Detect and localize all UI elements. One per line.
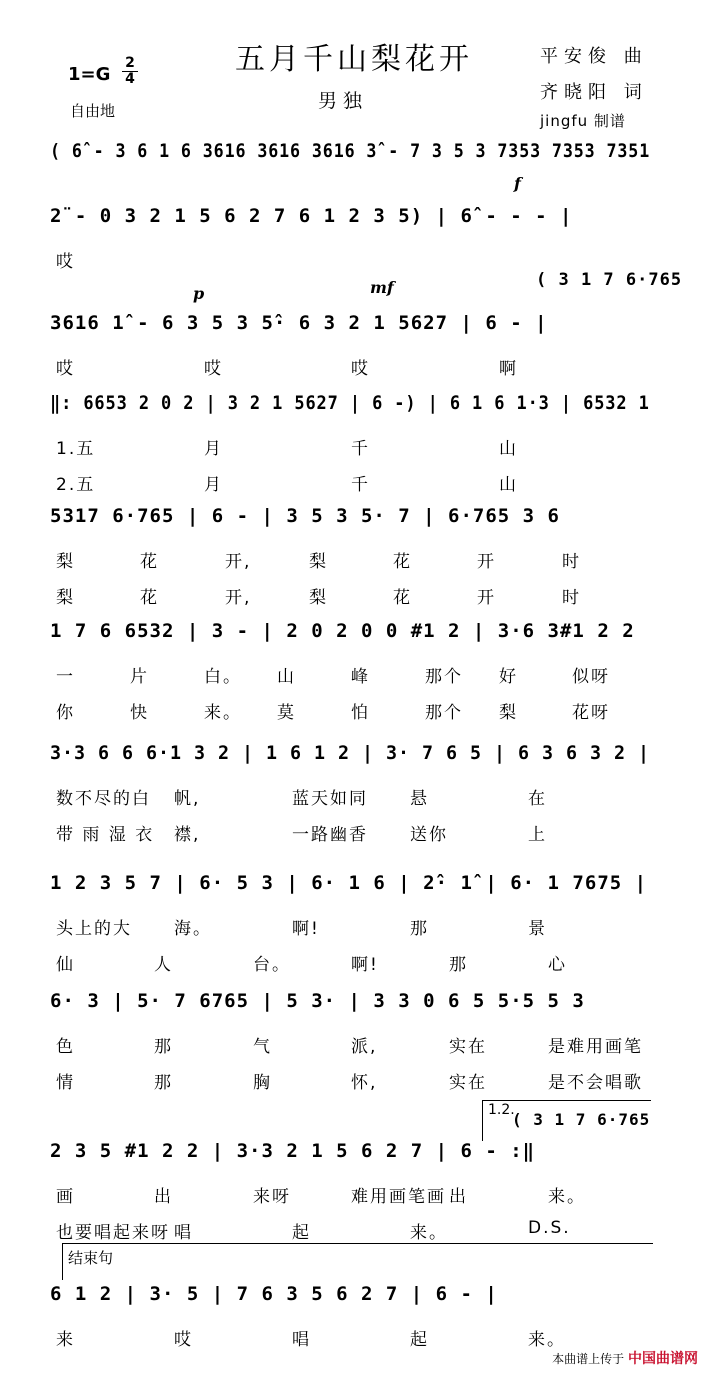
lyric-syllable: 人 bbox=[154, 955, 173, 975]
lyric-syllable: 梨 bbox=[56, 552, 75, 572]
lyric-syllable: 片 bbox=[130, 667, 149, 687]
lyric-syllable: 是不会唱歌 bbox=[548, 1073, 643, 1093]
performer-type: 男独 bbox=[318, 90, 369, 112]
lyric-syllable: 山 bbox=[499, 475, 518, 495]
lyric-syllable: 哎 bbox=[56, 359, 75, 379]
lyric-syllable: 莫 bbox=[277, 703, 296, 723]
lyric-syllable: 梨 bbox=[499, 703, 518, 723]
lyric-syllable: 2.五 bbox=[56, 475, 96, 495]
coda-bracket bbox=[62, 1243, 653, 1280]
lyric-syllable: 画 bbox=[56, 1187, 75, 1207]
lyric-syllable: 白。 bbox=[204, 667, 242, 687]
volta-label: 1.2. bbox=[488, 1102, 515, 1118]
lyric-syllable: 那 bbox=[410, 919, 429, 939]
lyric-syllable: 开 bbox=[477, 552, 496, 572]
lyric-syllable: 月 bbox=[204, 475, 223, 495]
notes-text: 1 7 6 6532 | 3 - | 2 0 2 0 0 #1 2 | 3·6 3#1 2 2 bbox=[50, 620, 635, 642]
lyric-syllable: 花 bbox=[393, 552, 412, 572]
meter-bottom: 4 bbox=[122, 71, 138, 87]
lyric-syllable: 来 bbox=[56, 1330, 75, 1350]
lyric-syllable: 难用画笔画 bbox=[351, 1187, 446, 1207]
lyric-syllable: 好 bbox=[499, 667, 518, 687]
lyric-syllable: 山 bbox=[499, 439, 518, 459]
lyric-syllable: 色 bbox=[56, 1037, 75, 1057]
staff-line bbox=[50, 742, 650, 772]
lyric-syllable: 1.五 bbox=[56, 439, 96, 459]
lyric-syllable: 在 bbox=[528, 789, 547, 809]
coda-label: 结束句 bbox=[68, 1249, 114, 1267]
lyric-syllable: 时 bbox=[562, 588, 581, 608]
lyric-syllable: 胸 bbox=[253, 1073, 272, 1093]
time-signature bbox=[122, 56, 138, 87]
dynamic-marking: p bbox=[193, 284, 205, 303]
lyric-syllable: 山 bbox=[277, 667, 296, 687]
staff-line bbox=[50, 140, 650, 170]
notes-text: 1 2 3 5 7 | 6· 5 3 | 6· 1 6 | 2̂· 1̂ | 6· 1 7675 | bbox=[50, 872, 648, 894]
lyric-syllable: 来呀 bbox=[253, 1187, 291, 1207]
lyric-syllable: 台。 bbox=[253, 955, 291, 975]
lyric-syllable: 月 bbox=[204, 439, 223, 459]
lyric-syllable: 怀, bbox=[351, 1073, 378, 1093]
key-signature: 1=G bbox=[68, 64, 111, 85]
tempo-marking: 自由地 bbox=[70, 102, 116, 120]
staff-line bbox=[50, 505, 650, 535]
staff-line bbox=[50, 392, 650, 422]
lyric-syllable: 出 bbox=[449, 1187, 468, 1207]
lyric-syllable: 峰 bbox=[351, 667, 370, 687]
song-title: 五月千山梨花开 bbox=[235, 42, 473, 77]
lyric-syllable: 来。 bbox=[548, 1187, 586, 1207]
meter-top: 2 bbox=[125, 55, 135, 71]
lyric-syllable: 帆, bbox=[174, 789, 201, 809]
dynamic-marking: mf bbox=[370, 278, 394, 297]
lyric-syllable: 数不尽的白 bbox=[56, 789, 151, 809]
volta-intro-notes: ( 3 1 7 6·765 bbox=[512, 1110, 651, 1129]
lyric-syllable: 起 bbox=[292, 1223, 311, 1243]
composer-credit: 平安俊 曲 bbox=[540, 46, 648, 67]
lyric-syllable: 来。 bbox=[528, 1330, 566, 1350]
lyric-syllable: D.S. bbox=[528, 1218, 571, 1238]
lyric-syllable: 梨 bbox=[309, 552, 328, 572]
lyric-syllable: 襟, bbox=[174, 825, 201, 845]
lyric-syllable: 哎 bbox=[351, 359, 370, 379]
lyric-syllable: 哎 bbox=[174, 1330, 193, 1350]
transcriber-credit: jingfu 制谱 bbox=[540, 112, 626, 130]
notes-text: ‖: 6653 2 0 2 | 3 2 1 5627 | 6 -) | 6 1 6 1·3 | 6532 1 bbox=[50, 392, 650, 414]
lyric-syllable: 悬 bbox=[410, 789, 429, 809]
lyric-syllable: 时 bbox=[562, 552, 581, 572]
lyric-syllable: 那个 bbox=[425, 703, 463, 723]
lyric-syllable: 花 bbox=[140, 588, 159, 608]
lyric-syllable: 花 bbox=[140, 552, 159, 572]
lyric-syllable: 一 bbox=[56, 667, 75, 687]
staff-line bbox=[50, 312, 650, 342]
lyric-syllable: 蓝天如同 bbox=[292, 789, 368, 809]
lyric-syllable: 起 bbox=[410, 1330, 429, 1350]
site-logo: 中国曲谱网 bbox=[628, 1351, 698, 1367]
lyric-syllable: 那个 bbox=[425, 667, 463, 687]
lyric-syllable: 来。 bbox=[410, 1223, 448, 1243]
lyric-syllable: 实在 bbox=[449, 1073, 487, 1093]
lyric-syllable: 千 bbox=[351, 439, 370, 459]
notes-text: 5317 6·765 | 6 - | 3 5 3 5· 7 | 6·765 3 6 bbox=[50, 505, 560, 527]
lyric-syllable: 那 bbox=[154, 1037, 173, 1057]
lyric-syllable: 唱 bbox=[292, 1330, 311, 1350]
lyric-syllable: 梨 bbox=[56, 588, 75, 608]
lyric-syllable: 出 bbox=[154, 1187, 173, 1207]
lyric-syllable: 花 bbox=[393, 588, 412, 608]
lyric-syllable: 那 bbox=[154, 1073, 173, 1093]
notes-text: 6· 3 | 5· 7 6765 | 5 3· | 3 3 0 6 5 5·5 5 3 bbox=[50, 990, 585, 1012]
staff-line bbox=[50, 990, 650, 1020]
lyric-syllable: 景 bbox=[528, 919, 547, 939]
lyricist-credit: 齐晓阳 词 bbox=[540, 82, 648, 103]
lyric-syllable: 也要唱起来呀 bbox=[56, 1223, 170, 1243]
footer-text: 本曲谱上传于 bbox=[552, 1352, 625, 1366]
lyric-syllable: 送你 bbox=[410, 825, 448, 845]
dynamic-marking: f bbox=[514, 174, 521, 193]
lyric-syllable: 花呀 bbox=[572, 703, 610, 723]
lyric-syllable: 来。 bbox=[204, 703, 242, 723]
staff-line bbox=[50, 1283, 650, 1313]
lyric-syllable: 海。 bbox=[174, 919, 212, 939]
lyric-syllable: 派, bbox=[351, 1037, 378, 1057]
lyric-syllable: 千 bbox=[351, 475, 370, 495]
lyric-syllable: 是难用画笔 bbox=[548, 1037, 643, 1057]
notes-text: 6 1 2 | 3· 5 | 7 6 3 5 6 2 7 | 6 - | bbox=[50, 1283, 498, 1305]
notes-text: ( 6̂ - 3 6 1 6 3616 3616 3616 3̂ - 7 3 5 3 7353 7353 7351 bbox=[50, 140, 651, 162]
lyric-syllable: 心 bbox=[548, 955, 567, 975]
lyric-syllable: 哎 bbox=[56, 252, 75, 272]
staff-line bbox=[50, 872, 650, 902]
lyric-syllable: 似呀 bbox=[572, 667, 610, 687]
lyric-syllable: 开 bbox=[477, 588, 496, 608]
lyric-syllable: 梨 bbox=[309, 588, 328, 608]
lyric-syllable: 唱 bbox=[174, 1223, 193, 1243]
notes-text: 2̈ - 0 3 2 1 5 6 2 7 6 1 2 3 5) | 6̂ - - - | bbox=[50, 205, 573, 227]
lyric-syllable: 啊 bbox=[499, 359, 518, 379]
lyric-syllable: 你 bbox=[56, 703, 75, 723]
lyric-syllable: 仙 bbox=[56, 955, 75, 975]
lyric-syllable: 开, bbox=[225, 588, 252, 608]
lyric-syllable: 气 bbox=[253, 1037, 272, 1057]
lyric-syllable: 一路幽香 bbox=[292, 825, 368, 845]
staff-line bbox=[50, 205, 650, 235]
lyric-syllable: 哎 bbox=[204, 359, 223, 379]
footer-credit bbox=[552, 1348, 698, 1368]
intro-notes: ( 3 1 7 6·765 bbox=[536, 270, 683, 290]
notes-text: 3·3 6 6 6·1 3 2 | 1 6 1 2 | 3· 7 6 5 | 6 3 6 3 2 | bbox=[50, 742, 650, 764]
notes-text: 2 3 5 #1 2 2 | 3·3 2 1 5 6 2 7 | 6 - :‖ bbox=[50, 1140, 536, 1162]
staff-line bbox=[50, 620, 650, 650]
lyric-syllable: 情 bbox=[56, 1073, 75, 1093]
lyric-syllable: 啊! bbox=[351, 955, 379, 975]
lyric-syllable: 开, bbox=[225, 552, 252, 572]
lyric-syllable: 上 bbox=[528, 825, 547, 845]
lyric-syllable: 快 bbox=[130, 703, 149, 723]
notes-text: 3616 1̂ - 6 3 5 3 5̂· 6 3 2 1 5627 | 6 - | bbox=[50, 312, 548, 334]
lyric-syllable: 带 雨 湿 衣 bbox=[56, 825, 155, 845]
staff-line bbox=[50, 1140, 650, 1170]
lyric-syllable: 实在 bbox=[449, 1037, 487, 1057]
lyric-syllable: 怕 bbox=[351, 703, 370, 723]
lyric-syllable: 头上的大 bbox=[56, 919, 132, 939]
lyric-syllable: 那 bbox=[449, 955, 468, 975]
lyric-syllable: 啊! bbox=[292, 919, 320, 939]
